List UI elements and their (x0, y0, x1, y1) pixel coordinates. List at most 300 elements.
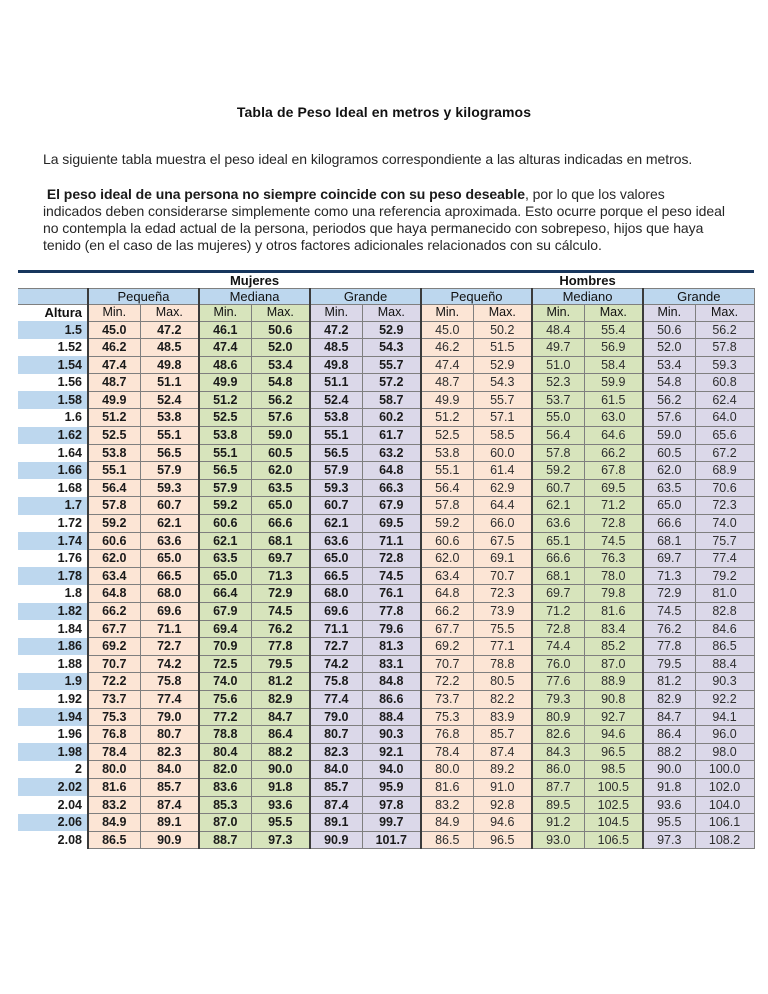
table-row (18, 743, 754, 761)
weight-cell: 52.5 (421, 427, 473, 445)
min-header: Min. (643, 305, 695, 322)
weight-cell: 49.8 (310, 356, 362, 374)
weight-cell: 98.0 (695, 743, 754, 761)
weight-cell: 46.2 (88, 339, 140, 357)
weight-cell: 95.5 (251, 814, 310, 832)
weight-cell: 52.0 (643, 339, 695, 357)
weight-cell: 69.5 (362, 515, 421, 533)
weight-cell: 99.7 (362, 814, 421, 832)
weight-cell: 57.6 (251, 409, 310, 427)
weight-cell: 53.4 (251, 356, 310, 374)
weight-cell: 93.6 (643, 796, 695, 814)
weight-cell: 76.2 (251, 620, 310, 638)
header-pequena: Pequeña (88, 289, 199, 305)
weight-cell: 47.2 (310, 321, 362, 339)
weight-cell: 60.6 (421, 532, 473, 550)
weight-cell: 83.2 (421, 796, 473, 814)
weight-cell: 80.0 (88, 761, 140, 779)
weight-cell: 106.5 (584, 831, 643, 849)
weight-cell: 69.6 (310, 603, 362, 621)
weight-cell: 77.1 (473, 638, 532, 656)
weight-cell: 84.8 (362, 673, 421, 691)
weight-cell: 82.2 (473, 690, 532, 708)
weight-cell: 74.0 (199, 673, 251, 691)
weight-cell: 67.2 (695, 444, 754, 462)
table-row (18, 814, 754, 832)
weight-cell: 81.6 (421, 778, 473, 796)
weight-cell: 48.5 (140, 339, 199, 357)
weight-cell: 96.5 (584, 743, 643, 761)
weight-cell: 47.4 (88, 356, 140, 374)
weight-cell: 59.3 (310, 479, 362, 497)
weight-cell: 90.9 (140, 831, 199, 849)
table-row (18, 374, 754, 392)
weight-cell: 72.8 (584, 515, 643, 533)
altura-value: 1.66 (18, 462, 88, 480)
weight-cell: 91.8 (251, 778, 310, 796)
weight-cell: 61.4 (473, 462, 532, 480)
weight-cell: 91.8 (643, 778, 695, 796)
weight-cell: 72.3 (695, 497, 754, 515)
disclaimer-paragraph (43, 186, 729, 254)
weight-cell: 97.3 (251, 831, 310, 849)
weight-cell: 85.2 (584, 638, 643, 656)
weight-cell: 57.8 (421, 497, 473, 515)
weight-cell: 92.2 (695, 690, 754, 708)
weight-cell: 83.4 (584, 620, 643, 638)
weight-cell: 81.2 (251, 673, 310, 691)
weight-cell: 71.1 (362, 532, 421, 550)
weight-cell: 62.1 (532, 497, 584, 515)
weight-cell: 102.5 (584, 796, 643, 814)
weight-cell: 90.9 (310, 831, 362, 849)
altura-value: 2.02 (18, 778, 88, 796)
table-row (18, 427, 754, 445)
table-row (18, 673, 754, 691)
weight-cell: 68.1 (643, 532, 695, 550)
weight-cell: 63.5 (199, 550, 251, 568)
weight-cell: 57.6 (643, 409, 695, 427)
weight-cell: 75.3 (88, 708, 140, 726)
weight-cell: 90.3 (695, 673, 754, 691)
weight-cell: 49.8 (140, 356, 199, 374)
weight-cell: 85.7 (473, 726, 532, 744)
weight-cell: 64.8 (88, 585, 140, 603)
weight-cell: 94.6 (473, 814, 532, 832)
min-header: Min. (310, 305, 362, 322)
disclaimer-rest-text: , por lo que los valores indicados deben considerarse simplemente como una referencia aproximada. Esto ocurre porque el peso ideal no contempla la edad actual de la persona, periodos que haya permanecido con sobrepeso, hijos que haya tenido (en el caso de las mujeres) y otros factores adicionales relacionados con su cálculo. (43, 186, 729, 253)
weight-cell: 55.1 (88, 462, 140, 480)
weight-cell: 63.5 (643, 479, 695, 497)
weight-cell: 62.1 (199, 532, 251, 550)
weight-cell: 89.1 (310, 814, 362, 832)
weight-cell: 62.1 (310, 515, 362, 533)
table-row (18, 321, 754, 339)
weight-cell: 80.5 (473, 673, 532, 691)
header-mujeres: Mujeres (88, 272, 421, 289)
weight-cell: 93.6 (251, 796, 310, 814)
weight-cell: 66.2 (421, 603, 473, 621)
weight-cell: 56.9 (584, 339, 643, 357)
weight-cell: 97.8 (362, 796, 421, 814)
header-mediana: Mediana (199, 289, 310, 305)
weight-cell: 85.3 (199, 796, 251, 814)
weight-cell: 55.1 (310, 427, 362, 445)
weight-cell: 74.5 (362, 567, 421, 585)
weight-cell: 52.4 (310, 391, 362, 409)
weight-cell: 75.5 (473, 620, 532, 638)
weight-cell: 56.2 (643, 391, 695, 409)
altura-value: 1.56 (18, 374, 88, 392)
weight-cell: 56.4 (88, 479, 140, 497)
weight-cell: 87.0 (199, 814, 251, 832)
weight-cell: 62.1 (140, 515, 199, 533)
weight-cell: 47.4 (421, 356, 473, 374)
weight-cell: 63.0 (584, 409, 643, 427)
table-row (18, 497, 754, 515)
weight-cell: 89.2 (473, 761, 532, 779)
weight-cell: 62.0 (421, 550, 473, 568)
weight-cell: 50.6 (251, 321, 310, 339)
weight-cell: 66.0 (473, 515, 532, 533)
weight-cell: 76.0 (532, 655, 584, 673)
weight-cell: 66.5 (310, 567, 362, 585)
weight-cell: 104.5 (584, 814, 643, 832)
weight-cell: 45.0 (421, 321, 473, 339)
weight-cell: 79.2 (695, 567, 754, 585)
weight-cell: 67.9 (199, 603, 251, 621)
weight-cell: 66.5 (140, 567, 199, 585)
page-title: Tabla de Peso Ideal en metros y kilogramos (236, 104, 532, 120)
weight-cell: 56.2 (251, 391, 310, 409)
weight-cell: 56.4 (421, 479, 473, 497)
weight-cell: 59.2 (88, 515, 140, 533)
weight-cell: 87.4 (473, 743, 532, 761)
weight-cell: 53.8 (88, 444, 140, 462)
weight-cell: 71.1 (140, 620, 199, 638)
header-pequeno: Pequeño (421, 289, 532, 305)
weight-cell: 81.6 (88, 778, 140, 796)
weight-cell: 82.9 (643, 690, 695, 708)
weight-cell: 59.2 (199, 497, 251, 515)
altura-value: 1.86 (18, 638, 88, 656)
weight-cell: 60.5 (251, 444, 310, 462)
weight-cell: 81.2 (643, 673, 695, 691)
weight-cell: 98.5 (584, 761, 643, 779)
weight-cell: 63.2 (362, 444, 421, 462)
weight-cell: 62.4 (695, 391, 754, 409)
weight-cell: 84.7 (643, 708, 695, 726)
altura-value: 1.98 (18, 743, 88, 761)
weight-cell: 77.8 (362, 603, 421, 621)
weight-cell: 63.6 (140, 532, 199, 550)
weight-cell: 57.2 (362, 374, 421, 392)
weight-cell: 82.0 (199, 761, 251, 779)
weight-cell: 60.7 (140, 497, 199, 515)
weight-cell: 88.4 (362, 708, 421, 726)
weight-cell: 72.8 (532, 620, 584, 638)
header-grande-hombres: Grande (643, 289, 754, 305)
weight-cell: 78.4 (88, 743, 140, 761)
weight-cell: 72.9 (643, 585, 695, 603)
weight-cell: 66.2 (584, 444, 643, 462)
weight-cell: 60.8 (695, 374, 754, 392)
weight-cell: 86.0 (532, 761, 584, 779)
weight-cell: 57.8 (532, 444, 584, 462)
weight-cell: 86.4 (251, 726, 310, 744)
table-row (18, 515, 754, 533)
weight-cell: 54.8 (251, 374, 310, 392)
weight-cell: 87.4 (140, 796, 199, 814)
weight-cell: 46.1 (199, 321, 251, 339)
weight-cell: 71.3 (251, 567, 310, 585)
intro-paragraph (43, 151, 726, 168)
weight-cell: 94.6 (584, 726, 643, 744)
weight-cell: 92.8 (473, 796, 532, 814)
altura-value: 2.06 (18, 814, 88, 832)
weight-cell: 59.2 (421, 515, 473, 533)
weight-cell: 90.0 (643, 761, 695, 779)
weight-cell: 52.0 (251, 339, 310, 357)
weight-cell: 65.6 (695, 427, 754, 445)
weight-cell: 66.6 (532, 550, 584, 568)
altura-value: 1.74 (18, 532, 88, 550)
min-header: Min. (199, 305, 251, 322)
weight-cell: 66.6 (251, 515, 310, 533)
weight-cell: 65.0 (251, 497, 310, 515)
weight-cell: 60.6 (199, 515, 251, 533)
weight-cell: 56.5 (310, 444, 362, 462)
frame-header-row (18, 289, 754, 305)
weight-cell: 83.9 (473, 708, 532, 726)
table-row (18, 585, 754, 603)
table-body (18, 321, 754, 849)
weight-cell: 51.2 (199, 391, 251, 409)
weight-cell: 65.0 (199, 567, 251, 585)
weight-cell: 77.8 (251, 638, 310, 656)
weight-cell: 95.5 (643, 814, 695, 832)
altura-value: 2 (18, 761, 88, 779)
weight-cell: 93.0 (532, 831, 584, 849)
weight-cell: 52.3 (532, 374, 584, 392)
weight-cell: 61.7 (362, 427, 421, 445)
weight-cell: 69.5 (584, 479, 643, 497)
table-row (18, 726, 754, 744)
weight-cell: 71.2 (532, 603, 584, 621)
weight-cell: 69.6 (140, 603, 199, 621)
weight-cell: 48.7 (88, 374, 140, 392)
weight-cell: 72.8 (362, 550, 421, 568)
weight-cell: 72.7 (310, 638, 362, 656)
weight-cell: 72.2 (88, 673, 140, 691)
weight-cell: 84.0 (140, 761, 199, 779)
weight-cell: 90.3 (362, 726, 421, 744)
weight-cell: 74.0 (695, 515, 754, 533)
weight-cell: 49.9 (88, 391, 140, 409)
altura-value: 1.76 (18, 550, 88, 568)
weight-cell: 59.3 (140, 479, 199, 497)
weight-cell: 73.9 (473, 603, 532, 621)
weight-cell: 51.1 (310, 374, 362, 392)
altura-value: 1.5 (18, 321, 88, 339)
weight-cell: 60.0 (473, 444, 532, 462)
table-row (18, 532, 754, 550)
weight-cell: 90.0 (251, 761, 310, 779)
weight-cell: 70.9 (199, 638, 251, 656)
weight-cell: 77.4 (695, 550, 754, 568)
weight-cell: 85.7 (310, 778, 362, 796)
weight-cell: 88.9 (584, 673, 643, 691)
altura-value: 1.64 (18, 444, 88, 462)
weight-cell: 48.4 (532, 321, 584, 339)
weight-cell: 53.4 (643, 356, 695, 374)
weight-cell: 80.0 (421, 761, 473, 779)
table-row (18, 796, 754, 814)
weight-cell: 86.4 (643, 726, 695, 744)
weight-cell: 101.7 (362, 831, 421, 849)
weight-cell: 76.2 (643, 620, 695, 638)
weight-cell: 82.8 (695, 603, 754, 621)
weight-cell: 52.9 (473, 356, 532, 374)
weight-cell: 66.2 (88, 603, 140, 621)
weight-cell: 79.6 (362, 620, 421, 638)
weight-cell: 79.8 (584, 585, 643, 603)
weight-cell: 53.8 (140, 409, 199, 427)
altura-value: 1.88 (18, 655, 88, 673)
weight-cell: 46.2 (421, 339, 473, 357)
weight-cell: 69.2 (88, 638, 140, 656)
weight-cell: 59.2 (532, 462, 584, 480)
table-row (18, 339, 754, 357)
table-row (18, 708, 754, 726)
weight-cell: 72.7 (140, 638, 199, 656)
weight-cell: 70.7 (88, 655, 140, 673)
weight-cell: 67.9 (362, 497, 421, 515)
weight-cell: 66.6 (643, 515, 695, 533)
weight-cell: 82.3 (310, 743, 362, 761)
weight-cell: 72.2 (421, 673, 473, 691)
table-row (18, 620, 754, 638)
weight-cell: 59.0 (643, 427, 695, 445)
weight-cell: 55.1 (140, 427, 199, 445)
weight-cell: 84.9 (421, 814, 473, 832)
weight-cell: 62.0 (251, 462, 310, 480)
weight-cell: 56.5 (140, 444, 199, 462)
weight-cell: 68.9 (695, 462, 754, 480)
weight-cell: 60.6 (88, 532, 140, 550)
min-header: Min. (532, 305, 584, 322)
weight-cell: 66.3 (362, 479, 421, 497)
weight-cell: 58.7 (362, 391, 421, 409)
weight-cell: 68.1 (251, 532, 310, 550)
weight-cell: 48.7 (421, 374, 473, 392)
weight-cell: 77.8 (643, 638, 695, 656)
weight-cell: 89.5 (532, 796, 584, 814)
weight-cell: 70.7 (473, 567, 532, 585)
altura-value: 1.62 (18, 427, 88, 445)
weight-cell: 57.1 (473, 409, 532, 427)
weight-cell: 80.9 (532, 708, 584, 726)
gender-header-row (18, 272, 754, 289)
table-row (18, 444, 754, 462)
weight-cell: 52.4 (140, 391, 199, 409)
altura-value: 1.58 (18, 391, 88, 409)
table-row (18, 550, 754, 568)
weight-cell: 74.5 (643, 603, 695, 621)
weight-cell: 97.3 (643, 831, 695, 849)
weight-cell: 70.6 (695, 479, 754, 497)
weight-cell: 78.4 (421, 743, 473, 761)
weight-cell: 51.2 (421, 409, 473, 427)
table-row (18, 356, 754, 374)
weight-cell: 51.0 (532, 356, 584, 374)
weight-cell: 94.1 (695, 708, 754, 726)
weight-cell: 84.9 (88, 814, 140, 832)
weight-cell: 90.8 (584, 690, 643, 708)
weight-cell: 74.5 (584, 532, 643, 550)
weight-cell: 75.3 (421, 708, 473, 726)
weight-cell: 64.8 (362, 462, 421, 480)
weight-cell: 51.5 (473, 339, 532, 357)
table-row (18, 638, 754, 656)
weight-cell: 52.9 (362, 321, 421, 339)
weight-cell: 86.6 (362, 690, 421, 708)
weight-cell: 59.9 (584, 374, 643, 392)
table-row (18, 462, 754, 480)
table-row (18, 603, 754, 621)
weight-cell: 87.4 (310, 796, 362, 814)
table-row (18, 567, 754, 585)
weight-cell: 60.7 (310, 497, 362, 515)
weight-cell: 108.2 (695, 831, 754, 849)
corner-blue-cell (18, 289, 88, 305)
weight-cell: 63.4 (421, 567, 473, 585)
table-row (18, 690, 754, 708)
disclaimer-bold-text: El peso ideal de una persona no siempre coincide con su peso deseable (43, 186, 525, 202)
weight-cell: 81.3 (362, 638, 421, 656)
table-row (18, 831, 754, 849)
altura-value: 1.6 (18, 409, 88, 427)
altura-value: 1.7 (18, 497, 88, 515)
altura-value: 1.68 (18, 479, 88, 497)
weight-cell: 56.2 (695, 321, 754, 339)
weight-cell: 68.1 (532, 567, 584, 585)
weight-cell: 86.5 (88, 831, 140, 849)
weight-cell: 78.0 (584, 567, 643, 585)
weight-cell: 89.1 (140, 814, 199, 832)
weight-cell: 87.7 (532, 778, 584, 796)
altura-value: 1.8 (18, 585, 88, 603)
weight-cell: 48.6 (199, 356, 251, 374)
weight-cell: 72.9 (251, 585, 310, 603)
weight-cell: 45.0 (88, 321, 140, 339)
header-grande-mujeres: Grande (310, 289, 421, 305)
max-header: Max. (695, 305, 754, 322)
table-row (18, 479, 754, 497)
weight-cell: 82.6 (532, 726, 584, 744)
max-header: Max. (140, 305, 199, 322)
weight-cell: 104.0 (695, 796, 754, 814)
table-row (18, 778, 754, 796)
weight-cell: 56.5 (199, 462, 251, 480)
weight-cell: 63.6 (532, 515, 584, 533)
table-row (18, 761, 754, 779)
weight-cell: 63.5 (251, 479, 310, 497)
weight-cell: 80.7 (310, 726, 362, 744)
weight-cell: 84.6 (695, 620, 754, 638)
weight-cell: 60.7 (532, 479, 584, 497)
weight-cell: 49.7 (532, 339, 584, 357)
